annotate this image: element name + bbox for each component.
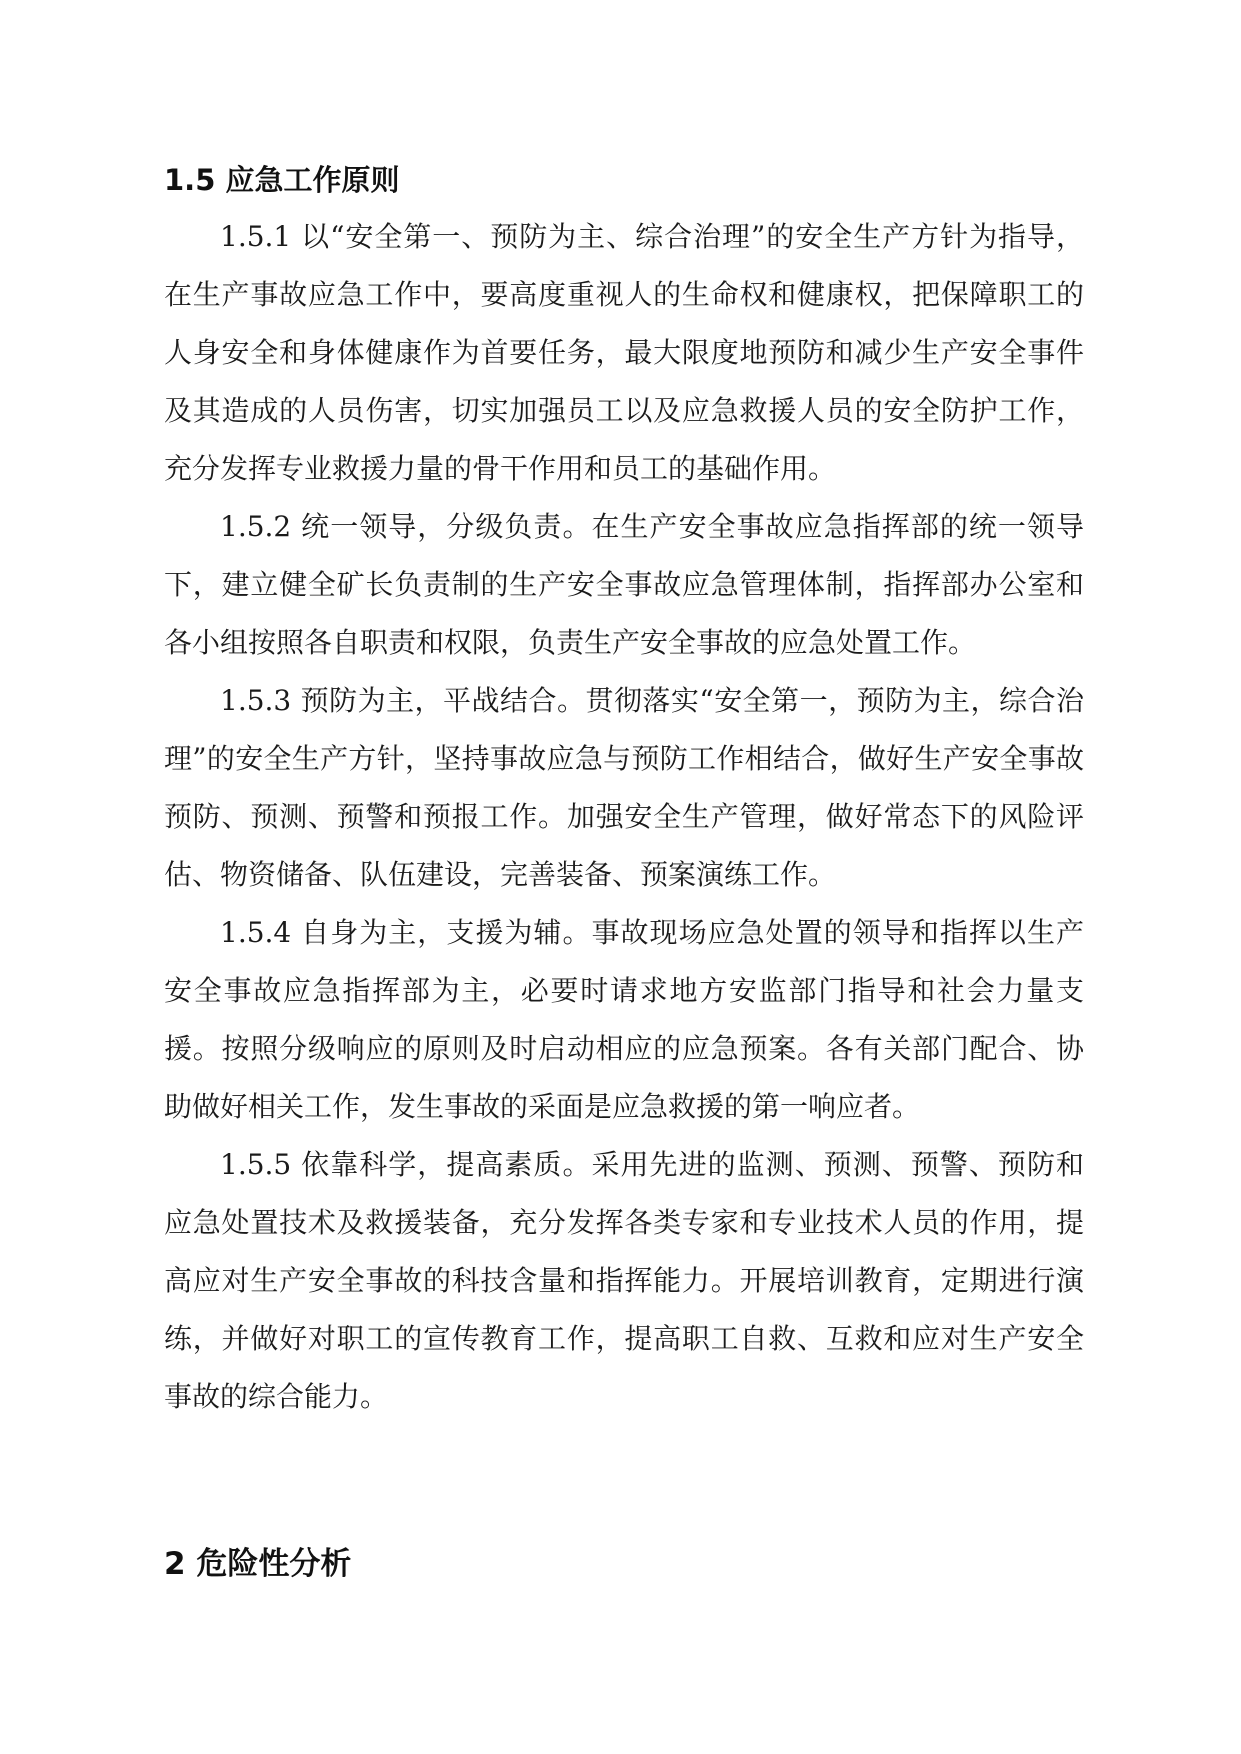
section-heading-2: 2 危险性分析 — [164, 1546, 352, 1582]
paragraph-1-5-5: 1.5.5 依靠科学，提高素质。采用先进的监测、预测、预警、预防和应急处置技术及救援装备，充分发挥各类专家和专业技术人员的作用，提高应对生产安全事故的科技含量和指挥能力。开展培训教育，定期进行演练，并做好对职工的宣传教育工作，提高职工自救、互救和应对生产安全事故的综合能力。 — [164, 1148, 1084, 1413]
paragraph-1-5-3: 1.5.3 预防为主，平战结合。贯彻落实“安全第一，预防为主，综合治理”的安全生产方针，坚持事故应急与预防工作相结合，做好生产安全事故预防、预测、预警和预报工作。加强安全生产管理，做好常态下的风险评估、物资储备、队伍建设，完善装备、预案演练工作。 — [164, 684, 1084, 891]
section-body-1-5 — [164, 208, 1084, 1426]
paragraph-1-5-1: 1.5.1 以“安全第一、预防为主、综合治理”的安全生产方针为指导，在生产事故应急工作中，要高度重视人的生命权和健康权，把保障职工的人身安全和身体健康作为首要任务，最大限度地预防和减少生产安全事件及其造成的人员伤害，切实加强员工以及应急救援人员的安全防护工作，充分发挥专业救援力量的骨干作用和员工的基础作用。 — [164, 220, 1084, 485]
paragraph-1-5-2: 1.5.2 统一领导，分级负责。在生产安全事故应急指挥部的统一领导下，建立健全矿长负责制的生产安全事故应急管理体制，指挥部办公室和各小组按照各自职责和权限，负责生产安全事故的应急处置工作。 — [164, 510, 1084, 659]
section-heading-1-5: 1.5 应急工作原则 — [164, 163, 400, 197]
paragraph-1-5-4: 1.5.4 自身为主，支援为辅。事故现场应急处置的领导和指挥以生产安全事故应急指挥部为主，必要时请求地方安监部门指导和社会力量支援。按照分级响应的原则及时启动相应的应急预案。各有关部门配合、协助做好相关工作，发生事故的采面是应急救援的第一响应者。 — [164, 916, 1084, 1123]
